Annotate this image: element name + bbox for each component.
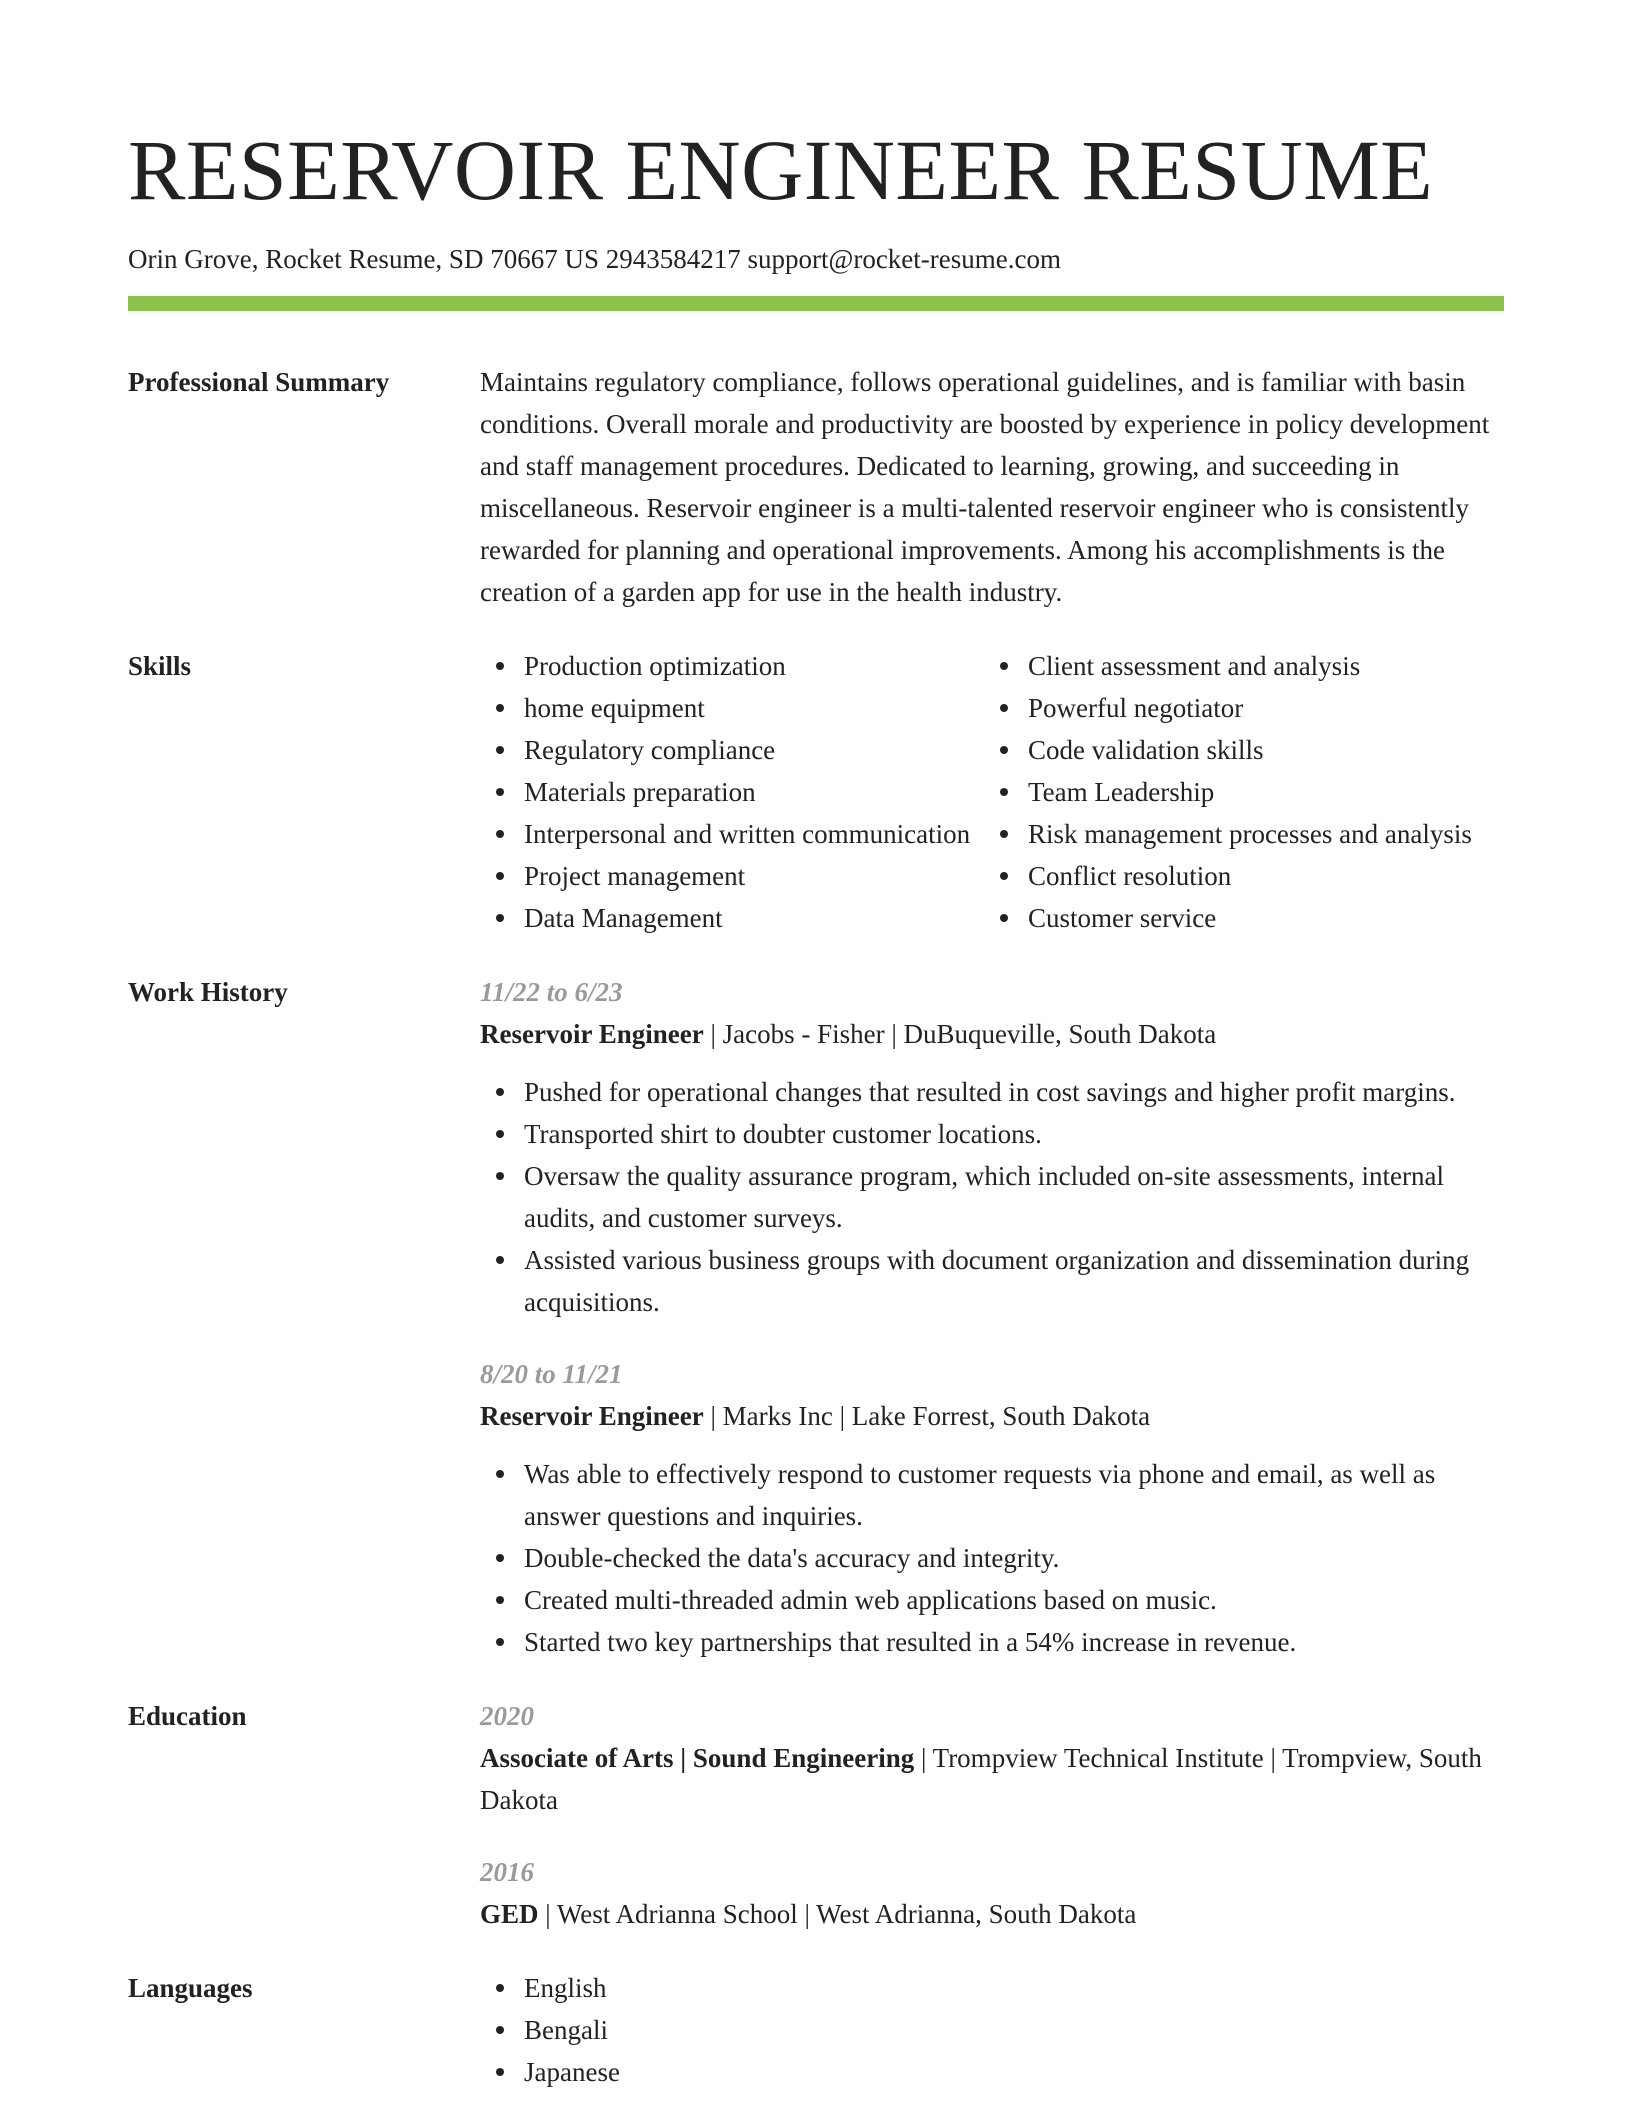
work-history-heading: Work History (128, 977, 288, 1007)
job-duty: Pushed for operational changes that resulted in cost savings and higher profit margins. (480, 1071, 1504, 1113)
education-section (128, 1695, 1504, 1935)
languages-section (128, 1967, 1504, 2093)
education-details (480, 1893, 1504, 1935)
summary-section (128, 361, 1504, 613)
education-degree: Associate of Arts | Sound Engineering (480, 1743, 915, 1773)
education-entry (480, 1695, 1504, 1821)
skill-item: Regulatory compliance (480, 729, 984, 771)
skills-column-right (984, 645, 1488, 939)
job-duty: Assisted various business groups with document organization and dissemination during acquisitions. (480, 1239, 1504, 1323)
education-school-location: | West Adrianna School | West Adrianna, South Dakota (538, 1899, 1137, 1929)
job-duties (480, 1071, 1504, 1323)
education-school-location: | Trompview Technical Institute | Trompview, South Dakota (480, 1743, 1482, 1815)
job-role (480, 1395, 1504, 1437)
job-title: Reservoir Engineer (480, 1401, 704, 1431)
languages-body (480, 1967, 1504, 2093)
skills-section (128, 645, 1504, 939)
skill-item: home equipment (480, 687, 984, 729)
job-employer-location: | Marks Inc | Lake Forrest, South Dakota (703, 1401, 1151, 1431)
languages-heading: Languages (128, 1973, 253, 2003)
job-title: Reservoir Engineer (480, 1019, 704, 1049)
header-divider (128, 296, 1504, 311)
job-dates: 11/22 to 6/23 (480, 977, 623, 1007)
job-entry (480, 1353, 1504, 1663)
education-entry (480, 1851, 1504, 1935)
skill-item: Project management (480, 855, 984, 897)
job-role (480, 1013, 1504, 1055)
resume-page (128, 0, 1504, 2093)
skills-column-left (480, 645, 984, 939)
job-duty: Transported shirt to doubter customer locations. (480, 1113, 1504, 1155)
job-duty: Oversaw the quality assurance program, which included on-site assessments, internal audits, and customer surveys. (480, 1155, 1504, 1239)
summary-body (480, 361, 1504, 613)
skill-item: Data Management (480, 897, 984, 939)
education-year: 2016 (480, 1857, 534, 1887)
education-heading: Education (128, 1701, 247, 1731)
job-duties (480, 1453, 1504, 1663)
job-dates: 8/20 to 11/21 (480, 1359, 623, 1389)
skill-item: Client assessment and analysis (984, 645, 1488, 687)
education-details (480, 1737, 1504, 1821)
language-item: English (480, 1967, 1504, 2009)
skill-item: Code validation skills (984, 729, 1488, 771)
contact-line: Orin Grove, Rocket Resume, SD 70667 US 2943584217 support@rocket-resume.com (128, 244, 1061, 274)
education-body (480, 1695, 1504, 1935)
work-history-body (480, 971, 1504, 1663)
language-item: Japanese (480, 2051, 1504, 2093)
skill-item: Risk management processes and analysis (984, 813, 1488, 855)
work-history-section (128, 971, 1504, 1663)
skill-item: Interpersonal and written communication (480, 813, 984, 855)
summary-text: Maintains regulatory compliance, follows operational guidelines, and is familiar with basin conditions. Overall morale and productivity are boosted by experience in policy development and staff management procedures. Dedicated to learning, growing, and succeeding in miscellaneous. Reservoir engineer is a multi-talented reservoir engineer who is consistently rewarded for planning and operational improvements. Among his accomplishments is the creation of a garden app for use in the health industry. (480, 367, 1490, 607)
skills-body (480, 645, 1504, 939)
skills-heading: Skills (128, 651, 192, 681)
resume-title: RESERVOIR ENGINEER RESUME (128, 122, 1434, 218)
job-duty: Created multi-threaded admin web applications based on music. (480, 1579, 1504, 1621)
skill-item: Conflict resolution (984, 855, 1488, 897)
job-duty: Was able to effectively respond to customer requests via phone and email, as well as answer questions and inquiries. (480, 1453, 1504, 1537)
job-entry (480, 971, 1504, 1323)
job-duty: Double-checked the data's accuracy and integrity. (480, 1537, 1504, 1579)
language-item: Bengali (480, 2009, 1504, 2051)
summary-heading: Professional Summary (128, 367, 390, 397)
skill-item: Customer service (984, 897, 1488, 939)
job-employer-location: | Jacobs - Fisher | DuBuqueville, South Dakota (703, 1019, 1217, 1049)
skill-item: Team Leadership (984, 771, 1488, 813)
skill-item: Materials preparation (480, 771, 984, 813)
education-degree: GED (480, 1899, 539, 1929)
job-duty: Started two key partnerships that resulted in a 54% increase in revenue. (480, 1621, 1504, 1663)
skill-item: Production optimization (480, 645, 984, 687)
skill-item: Powerful negotiator (984, 687, 1488, 729)
education-year: 2020 (480, 1701, 534, 1731)
